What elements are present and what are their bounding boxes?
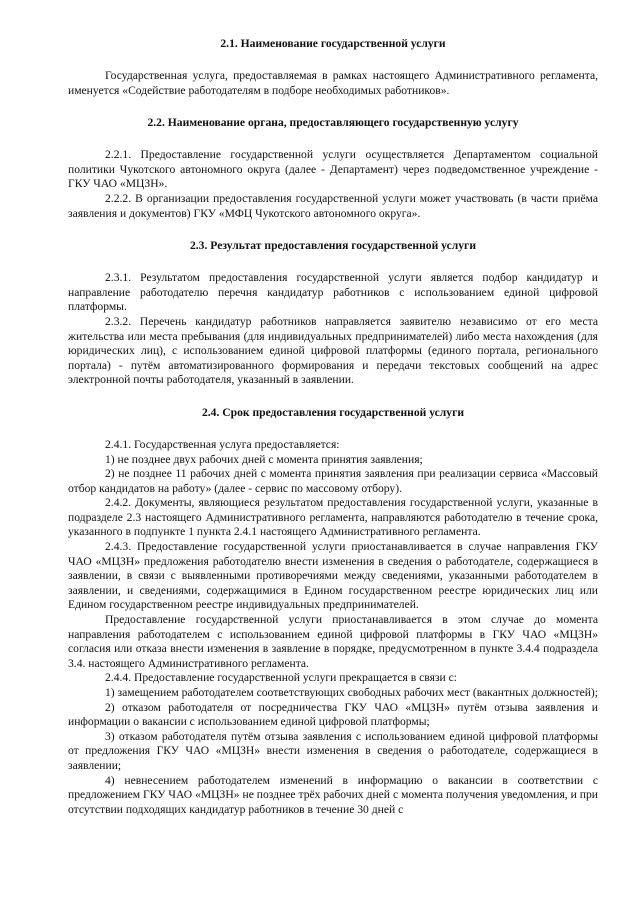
list-item: 1) не позднее двух рабочих дней с момента принятия заявления; <box>105 452 423 466</box>
paragraph: 2.3.1. Результатом предоставления государственной услуги является подбор кандидатур и направление работодателю перечня кандидатур работников с использованием единой цифровой платформы. <box>68 271 598 314</box>
list-item: 4) невнесением работодателем изменений в информацию о вакансии в соответствии с предложением ГКУ ЧАО «МЦЗН» не позднее трёх рабочих дней с момента получения уведомления, и при отсутствии подходящих кандидатур работников в течение 30 дней с <box>68 773 598 816</box>
paragraph: Государственная услуга, предоставляемая в рамках настоящего Административного регламента, именуется «Содействие работодателям в подборе необходимых работников». <box>68 69 598 97</box>
paragraph: 2.2.2. В организации предоставления государственной услуги может участвовать (в части приёма заявления и документов) ГКУ «МФЦ Чукотского автономного округа». <box>68 191 598 220</box>
paragraph: 2.4.4. Предоставление государственной услуги прекращается в связи с: <box>105 671 457 685</box>
section-spacer <box>68 221 598 238</box>
list-item: 2) не позднее 11 рабочих дней с момента принятия заявления при реализации сервиса «Массовый отбор кандидатов на работу» (далее - сервис по массовому отбору). <box>68 467 598 495</box>
section-spacer <box>68 388 598 405</box>
paragraph: 2.4.2. Документы, являющиеся результатом предоставления государственной услуги, указанные в подразделе 2.3 настоящего Административного регламента, направляются работодателю в течение срока, указанного в подпункте 1 пункта 2.4.1 настоящего Административного регламента. <box>68 496 598 539</box>
paragraph: 2.2.1. Предоставление государственной услуги осуществляется Департаментом социальной политики Чукотского автономного округа (далее - Департамент) через подведомственное учреждение - ГКУ ЧАО «МЦЗН». <box>68 148 598 191</box>
paragraph: 2.3.2. Перечень кандидатур работников направляется заявителю независимо от его места жительства или места пребывания (для индивидуальных предпринимателей) либо места нахождения (для юридических лиц), с использованием единой цифровой платформы (единого портала, регионального портала) - путём автоматизированного формирования и передачи текстовых сообщений на адрес электронной почты работодателя, указанный в заявлении. <box>68 314 598 387</box>
paragraph: 2.4.1. Государственная услуга предоставляется: <box>105 437 340 451</box>
section-heading: 2.1. Наименование государственной услуги <box>220 37 446 50</box>
paragraph: Предоставление государственной услуги приостанавливается в этом случае до момента направления работодателем с использованием единой цифровой платформы в ГКУ ЧАО «МЦЗН» согласия или отказа внести изменения в заявление в порядке, предусмотренном в пункте 3.4.4 подраздела 3.4. настоящего Административного регламента. <box>68 613 598 670</box>
section-heading: 2.4. Срок предоставления государственной услуги <box>201 405 465 419</box>
paragraph: 2.4.3. Предоставление государственной услуги приостанавливается в случае направления ГКУ ЧАО «МЦЗН» предложения работодателю внести изменения в сведения о работодателе, содержащиеся в заявлении, в связи с выявленными противоречиями между сведениями, указанными работодателем в заявлении, и сведениями, содержащимися в Едином государственном реестре юридических лиц или Едином государственном реестре индивидуальных предпринимателей. <box>68 540 598 612</box>
section-spacer <box>68 98 598 115</box>
section-heading: 2.2. Наименование органа, предоставляющего государственную услугу <box>147 116 519 130</box>
list-item: 1) замещением работодателем соответствующих свободных рабочих мест (вакантных должностей); <box>105 686 599 699</box>
section-heading: 2.3. Результат предоставления государственной услуги <box>189 239 476 253</box>
list-item: 3) отказом работодателя путём отзыва заявления с использованием единой цифровой платформы от предложения ГКУ ЧАО «МЦЗН» внести изменения в сведения о работодателе, содержащиеся в заявлении; <box>68 729 598 772</box>
list-item: 2) отказом работодателя от посредничества ГКУ ЧАО «МЦЗН» путём отзыва заявления и информации о вакансии с использованием единой цифровой платформы; <box>68 700 598 729</box>
